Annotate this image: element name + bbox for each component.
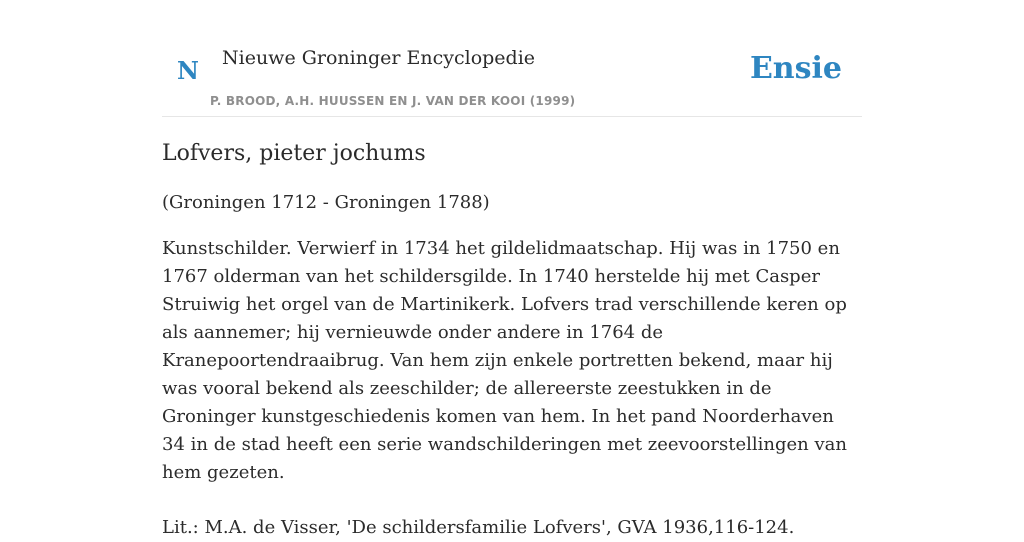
book-title-link[interactable]: Nieuwe Groninger Encyclopedie xyxy=(222,47,536,69)
entry-title: Lofvers, pieter jochums xyxy=(162,141,426,166)
site-header xyxy=(162,0,862,117)
ensie-logo[interactable]: Ensie xyxy=(749,51,842,86)
entry-literature: Lit.: M.A. de Visser, 'De schildersfamilie Lofvers', GVA 1936,116-124. xyxy=(162,517,795,538)
entry-subtitle: (Groningen 1712 - Groningen 1788) xyxy=(162,192,490,213)
entry-content xyxy=(162,138,862,542)
book-logo[interactable]: N xyxy=(177,56,199,85)
book-authors: P. BROOD, A.H. HUUSSEN EN J. VAN DER KOOI (1999) xyxy=(210,94,576,108)
entry-body: Kunstschilder. Verwierf in 1734 het gildelidmaatschap. Hij was in 1750 en 1767 olderman van het schildersgilde. In 1740 herstelde hij met Casper Struiwig het orgel van de Martinikerk. Lofvers trad verschillende keren op als aannemer; hij vernieuwde onder andere in 1764 de Kranepoortendraaibrug. Van hem zijn enkele portretten bekend, maar hij was vooral bekend als zeeschilder; de allereerste zeestukken in de Groninger kunstgeschiedenis komen van hem. In het pand Noorderhaven 34 in de stad heeft een serie wandschilderingen met zeevoorstellingen van hem gezeten. xyxy=(162,238,847,483)
